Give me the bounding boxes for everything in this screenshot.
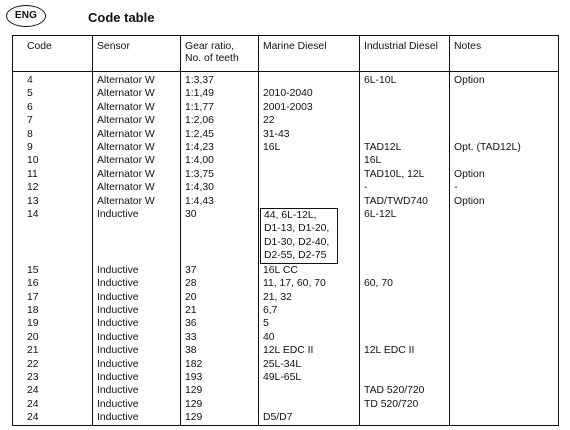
gear-ratio-cell: 1:3,37 xyxy=(181,72,259,88)
sensor-cell: Alternator W xyxy=(93,87,181,100)
sensor-cell: Alternator W xyxy=(93,101,181,114)
column-header-marine-diesel: Marine Diesel xyxy=(259,36,360,72)
table-row xyxy=(13,195,559,208)
marine-diesel-cell: 2010-2040 xyxy=(259,87,360,100)
code-cell: 5 xyxy=(27,88,33,100)
table-row xyxy=(13,371,559,384)
notes-cell xyxy=(450,317,559,330)
notes-cell xyxy=(450,291,559,304)
industrial-diesel-cell: 6L-10L xyxy=(360,72,450,88)
notes-cell xyxy=(450,277,559,290)
code-cell: 24 xyxy=(27,398,39,410)
gear-ratio-cell: 30 xyxy=(181,208,259,264)
industrial-diesel-cell: 6L-12L xyxy=(360,208,450,264)
gear-ratio-cell: 1:3,75 xyxy=(181,168,259,181)
marine-diesel-cell: 16L xyxy=(259,141,360,154)
notes-cell xyxy=(450,384,559,397)
gear-ratio-cell: 193 xyxy=(181,371,259,384)
table-row xyxy=(13,358,559,371)
marine-diesel-cell xyxy=(259,384,360,397)
industrial-diesel-cell xyxy=(360,291,450,304)
gear-ratio-cell: 37 xyxy=(181,264,259,277)
table-row xyxy=(13,384,559,397)
industrial-diesel-cell: TAD10L, 12L xyxy=(360,168,450,181)
marine-diesel-cell xyxy=(259,72,360,88)
industrial-diesel-cell xyxy=(360,304,450,317)
sensor-cell: Inductive xyxy=(93,277,181,290)
code-cell: 8 xyxy=(27,128,33,140)
notes-cell: Option xyxy=(450,195,559,208)
notes-cell xyxy=(450,304,559,317)
sensor-cell: Inductive xyxy=(93,304,181,317)
marine-diesel-cell: 16L CC xyxy=(259,264,360,277)
table-row xyxy=(13,398,559,411)
column-header-sensor: Sensor xyxy=(93,36,181,72)
code-cell: 6 xyxy=(27,101,33,113)
code-cell: 21 xyxy=(27,345,39,357)
code-cell: 18 xyxy=(27,304,39,316)
industrial-diesel-cell xyxy=(360,411,450,425)
sensor-cell: Inductive xyxy=(93,358,181,371)
sensor-cell: Inductive xyxy=(93,208,181,264)
table-row xyxy=(13,141,559,154)
code-cell: 4 xyxy=(27,75,33,86)
marine-diesel-cell: D5/D7 xyxy=(259,411,360,425)
sensor-cell: Alternator W xyxy=(93,72,181,88)
code-cell: 19 xyxy=(27,318,39,330)
notes-cell xyxy=(450,87,559,100)
marine-diesel-cell xyxy=(259,398,360,411)
column-header-code: Code xyxy=(13,36,93,72)
table-row xyxy=(13,87,559,100)
sensor-cell: Inductive xyxy=(93,331,181,344)
code-cell: 24 xyxy=(27,385,39,397)
gear-ratio-cell: 1:1,77 xyxy=(181,101,259,114)
gear-ratio-cell: 182 xyxy=(181,358,259,371)
industrial-diesel-cell xyxy=(360,87,450,100)
marine-diesel-cell: 22 xyxy=(259,114,360,127)
code-cell: 13 xyxy=(27,195,39,207)
table-row xyxy=(13,168,559,181)
marine-diesel-cell: 49L-65L xyxy=(259,371,360,384)
notes-cell: Option xyxy=(450,72,559,88)
gear-ratio-cell: 36 xyxy=(181,317,259,330)
column-header-notes: Notes xyxy=(450,36,559,72)
page-title: Code table xyxy=(88,10,155,25)
marine-diesel-cell xyxy=(259,181,360,194)
marine-diesel-cell: 2001-2003 xyxy=(259,101,360,114)
gear-ratio-cell: 129 xyxy=(181,398,259,411)
sensor-cell: Inductive xyxy=(93,264,181,277)
industrial-diesel-cell: TAD/TWD740 xyxy=(360,195,450,208)
notes-cell: Opt. (TAD12L) xyxy=(450,141,559,154)
table-row xyxy=(13,154,559,167)
gear-ratio-cell: 21 xyxy=(181,304,259,317)
code-cell: 23 xyxy=(27,371,39,383)
industrial-diesel-cell: TAD 520/720 xyxy=(360,384,450,397)
sensor-cell: Alternator W xyxy=(93,114,181,127)
notes-cell xyxy=(450,358,559,371)
industrial-diesel-cell: 60, 70 xyxy=(360,277,450,290)
gear-ratio-cell: 1:2,45 xyxy=(181,128,259,141)
sensor-cell: Inductive xyxy=(93,291,181,304)
code-cell: 16 xyxy=(27,278,39,290)
table-row xyxy=(13,291,559,304)
gear-ratio-cell: 20 xyxy=(181,291,259,304)
sensor-cell: Inductive xyxy=(93,398,181,411)
table-row xyxy=(13,411,559,425)
gear-ratio-cell: 1:4,30 xyxy=(181,181,259,194)
gear-ratio-cell: 28 xyxy=(181,277,259,290)
notes-cell xyxy=(450,101,559,114)
industrial-diesel-cell: TD 520/720 xyxy=(360,398,450,411)
table-row xyxy=(13,304,559,317)
table-row xyxy=(13,344,559,357)
marine-diesel-cell xyxy=(259,208,360,264)
industrial-diesel-cell xyxy=(360,114,450,127)
marine-diesel-cell: 21, 32 xyxy=(259,291,360,304)
marine-diesel-cell: 12L EDC II xyxy=(259,344,360,357)
sensor-cell: Inductive xyxy=(93,317,181,330)
sensor-cell: Alternator W xyxy=(93,195,181,208)
table-row xyxy=(13,101,559,114)
table-body xyxy=(13,72,559,426)
gear-ratio-cell: 129 xyxy=(181,411,259,425)
notes-cell: - xyxy=(450,181,559,194)
notes-cell xyxy=(450,398,559,411)
code-cell: 7 xyxy=(27,115,33,127)
marine-diesel-boxed-note: 44, 6L-12L, D1-13, D1-20, D1-30, D2-40, D2-55, D2-75 xyxy=(260,208,338,264)
language-badge: ENG xyxy=(6,5,46,27)
table-row xyxy=(13,114,559,127)
code-cell: 10 xyxy=(27,155,39,167)
gear-ratio-cell: 129 xyxy=(181,384,259,397)
table-header-row xyxy=(13,36,559,72)
sensor-cell: Alternator W xyxy=(93,168,181,181)
marine-diesel-cell: 6,7 xyxy=(259,304,360,317)
code-cell: 12 xyxy=(27,182,39,194)
industrial-diesel-cell: 16L xyxy=(360,154,450,167)
notes-cell xyxy=(450,344,559,357)
table-row xyxy=(13,208,559,264)
notes-cell xyxy=(450,331,559,344)
column-header-industrial-diesel: Industrial Diesel xyxy=(360,36,450,72)
code-cell: 14 xyxy=(27,209,39,221)
column-header-gear-ratio: Gear ratio, No. of teeth xyxy=(181,36,259,72)
code-cell: 24 xyxy=(27,412,39,424)
code-cell: 9 xyxy=(27,142,33,154)
sensor-cell: Alternator W xyxy=(93,181,181,194)
marine-diesel-cell: 5 xyxy=(259,317,360,330)
table-row xyxy=(13,317,559,330)
sensor-cell: Alternator W xyxy=(93,128,181,141)
sensor-cell: Inductive xyxy=(93,384,181,397)
sensor-cell: Inductive xyxy=(93,371,181,384)
industrial-diesel-cell xyxy=(360,331,450,344)
notes-cell xyxy=(450,114,559,127)
industrial-diesel-cell: 12L EDC II xyxy=(360,344,450,357)
marine-diesel-cell: 11, 17, 60, 70 xyxy=(259,277,360,290)
gear-ratio-cell: 1:4,23 xyxy=(181,141,259,154)
notes-cell xyxy=(450,411,559,425)
code-cell: 11 xyxy=(27,168,38,180)
notes-cell xyxy=(450,154,559,167)
gear-ratio-cell: 1:1,49 xyxy=(181,87,259,100)
marine-diesel-cell: 25L-34L xyxy=(259,358,360,371)
sensor-cell: Alternator W xyxy=(93,154,181,167)
gear-ratio-cell: 1:2,06 xyxy=(181,114,259,127)
gear-ratio-cell: 38 xyxy=(181,344,259,357)
industrial-diesel-cell xyxy=(360,128,450,141)
table-row xyxy=(13,277,559,290)
table-row xyxy=(13,128,559,141)
sensor-cell: Inductive xyxy=(93,411,181,425)
code-table xyxy=(12,35,559,426)
industrial-diesel-cell xyxy=(360,358,450,371)
table-row xyxy=(13,181,559,194)
notes-cell xyxy=(450,371,559,384)
marine-diesel-cell xyxy=(259,168,360,181)
code-cell: 22 xyxy=(27,358,39,370)
table-row xyxy=(13,331,559,344)
marine-diesel-cell: 31-43 xyxy=(259,128,360,141)
sensor-cell: Inductive xyxy=(93,344,181,357)
industrial-diesel-cell xyxy=(360,264,450,277)
gear-ratio-cell: 1:4,00 xyxy=(181,154,259,167)
notes-cell xyxy=(450,208,559,264)
table-row xyxy=(13,72,559,88)
code-cell: 20 xyxy=(27,331,39,343)
industrial-diesel-cell xyxy=(360,101,450,114)
marine-diesel-cell xyxy=(259,195,360,208)
notes-cell xyxy=(450,264,559,277)
industrial-diesel-cell xyxy=(360,317,450,330)
gear-ratio-cell: 33 xyxy=(181,331,259,344)
industrial-diesel-cell xyxy=(360,371,450,384)
gear-ratio-cell: 1:4,43 xyxy=(181,195,259,208)
sensor-cell: Alternator W xyxy=(93,141,181,154)
code-cell: 15 xyxy=(27,264,39,276)
marine-diesel-cell xyxy=(259,154,360,167)
industrial-diesel-cell: TAD12L xyxy=(360,141,450,154)
notes-cell: Option xyxy=(450,168,559,181)
marine-diesel-cell: 40 xyxy=(259,331,360,344)
table-row xyxy=(13,264,559,277)
notes-cell xyxy=(450,128,559,141)
code-cell: 17 xyxy=(27,291,39,303)
industrial-diesel-cell: - xyxy=(360,181,450,194)
